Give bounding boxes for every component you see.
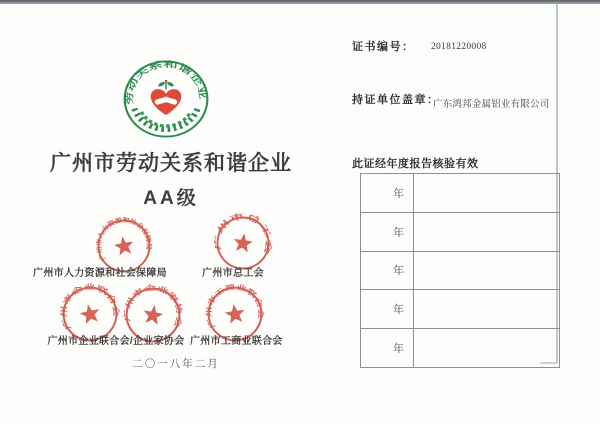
holder-company-name: 广东鸿邦金属铝业有限公司	[433, 100, 550, 110]
entrepreneurs-association-seal-text: 广州市企业家协会	[123, 284, 184, 325]
svg-text:广州市工商业联合会	[201, 280, 267, 330]
table-row	[361, 213, 559, 252]
year-cell-label: 年	[361, 290, 414, 328]
scan-top-edge	[0, 0, 600, 4]
year-cell-value	[414, 329, 559, 367]
harmonious-labor-emblem-icon	[122, 59, 210, 139]
table-row	[361, 290, 559, 329]
year-cell-label: 年	[361, 174, 414, 212]
hr-bureau-label: 广州市人力资源和社会保障局	[33, 268, 167, 279]
year-cell-value	[414, 290, 559, 328]
table-row	[361, 329, 559, 367]
trade-union-seal-text: 广州市总工会	[213, 211, 274, 251]
certificate-title: 广州市劳动关系和谐企业	[50, 152, 292, 175]
table-row	[361, 252, 559, 291]
issue-date: 二〇一八年二月	[132, 358, 220, 370]
certificate-number-value: 20181220008	[431, 42, 487, 52]
year-cell-value	[414, 252, 559, 290]
certificate-number-label: 证书编号：	[352, 41, 415, 53]
svg-text:广州市企业家协会	[120, 280, 188, 332]
annual-verification-table	[360, 173, 560, 368]
year-cell-value	[414, 213, 559, 251]
holder-stamp-label: 持证单位盖章：	[352, 94, 440, 106]
enterprise-federation-label: 广州市企业联合会/企业家协会	[47, 336, 185, 347]
hr-bureau-seal-text: 广州市人力资源和社会保障局	[95, 216, 152, 262]
industry-commerce-seal-text: 广州市工商业联合会	[206, 283, 264, 330]
enterprise-federation-seal-text: 广州市企业联合会	[59, 283, 120, 332]
year-cell-value	[414, 174, 559, 212]
trade-union-label: 广州市总工会	[202, 268, 264, 279]
svg-text:广州市总工会	[210, 210, 276, 258]
industry-commerce-label: 广州市工商业联合会	[190, 336, 283, 347]
year-cell-label: 年	[361, 329, 414, 367]
year-cell-label: 年	[361, 213, 414, 251]
certificate-grade: AA级	[143, 188, 199, 209]
table-row	[361, 174, 559, 213]
year-cell-label: 年	[361, 252, 414, 290]
emblem-arc-text: 劳动关系和谐企业	[124, 59, 208, 105]
annual-verification-heading: 此证经年度报告核验有效	[352, 158, 479, 170]
